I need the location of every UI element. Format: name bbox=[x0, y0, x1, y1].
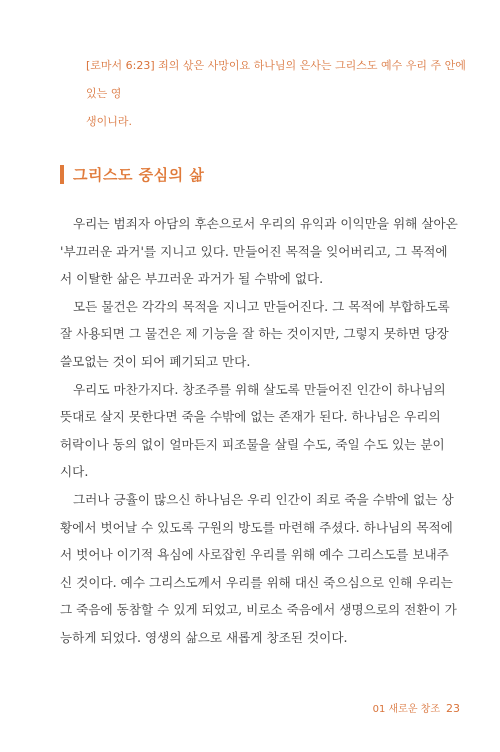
text-line: 허락이나 동의 없이 얼마든지 피조물을 살릴 수도, 죽일 수도 있는 분이 bbox=[60, 436, 445, 452]
chapter-label: 01 새로운 창조 bbox=[372, 704, 440, 715]
paragraph bbox=[60, 486, 457, 652]
section-marker-bar bbox=[60, 165, 64, 184]
text-line: 그 죽음에 동참할 수 있게 되었고, 비로소 죽음에서 생명으로의 전환이 가 bbox=[60, 602, 457, 618]
verse-line: 생이니라. bbox=[86, 115, 133, 128]
text-line: 쓸모없는 것이 되어 폐기되고 만다. bbox=[60, 353, 251, 369]
text-line: 서 이탈한 삶은 부끄러운 과거가 될 수밖에 없다. bbox=[60, 271, 324, 287]
text-line: 뜻대로 살지 못한다면 죽을 수밖에 없는 존재가 된다. 하나님은 우리의 bbox=[60, 409, 441, 425]
body-text bbox=[60, 210, 458, 652]
text-line: 우리는 범죄자 아담의 후손으로서 우리의 유익과 이익만을 위해 살아온 bbox=[73, 216, 458, 231]
text-line: 모든 물건은 각각의 목적을 지니고 만들어진다. 그 목적에 부합하도록 bbox=[73, 298, 450, 314]
text-line: 그러나 긍휼이 많으신 하나님은 우리 인간이 죄로 죽을 수밖에 없는 상 bbox=[73, 491, 454, 507]
text-line: 시다. bbox=[60, 464, 89, 480]
text-line: 황에서 벗어날 수 있도록 구원의 방도를 마련해 주셨다. 하나님의 목적에 bbox=[60, 519, 453, 535]
text-line: 잘 사용되면 그 물건은 제 기능을 잘 하는 것이지만, 그렇지 못하면 당장 bbox=[60, 326, 449, 342]
section-heading bbox=[60, 164, 204, 185]
paragraph bbox=[60, 376, 446, 486]
section-title: 그리스도 중심의 삶 bbox=[73, 166, 205, 184]
text-line: 신 것이다. 예수 그리스도께서 우리를 위해 대신 죽으심으로 인해 우리는 bbox=[60, 574, 453, 590]
text-line: 서 벗어나 이기적 욕심에 사로잡힌 우리를 위해 예수 그리스도를 보내주 bbox=[60, 547, 449, 563]
paragraph bbox=[60, 293, 450, 376]
text-line: 우리도 마찬가지다. 창조주를 위해 살도록 만들어진 인간이 하나님의 bbox=[73, 381, 446, 397]
page-number: 23 bbox=[446, 702, 460, 715]
bible-verse-quote bbox=[86, 52, 466, 136]
verse-line: [로마서 6:23] 죄의 삯은 사망이요 하나님의 은사는 그리스도 예수 우리 주 안에 있는 영 bbox=[86, 59, 466, 100]
text-line: 능하게 되었다. 영생의 삶으로 새롭게 창조된 것이다. bbox=[60, 629, 348, 645]
page-footer bbox=[320, 700, 460, 715]
paragraph bbox=[60, 210, 458, 293]
text-line: '부끄러운 과거'를 지니고 있다. 만들어진 목적을 잊어버리고, 그 목적에 bbox=[60, 243, 448, 259]
